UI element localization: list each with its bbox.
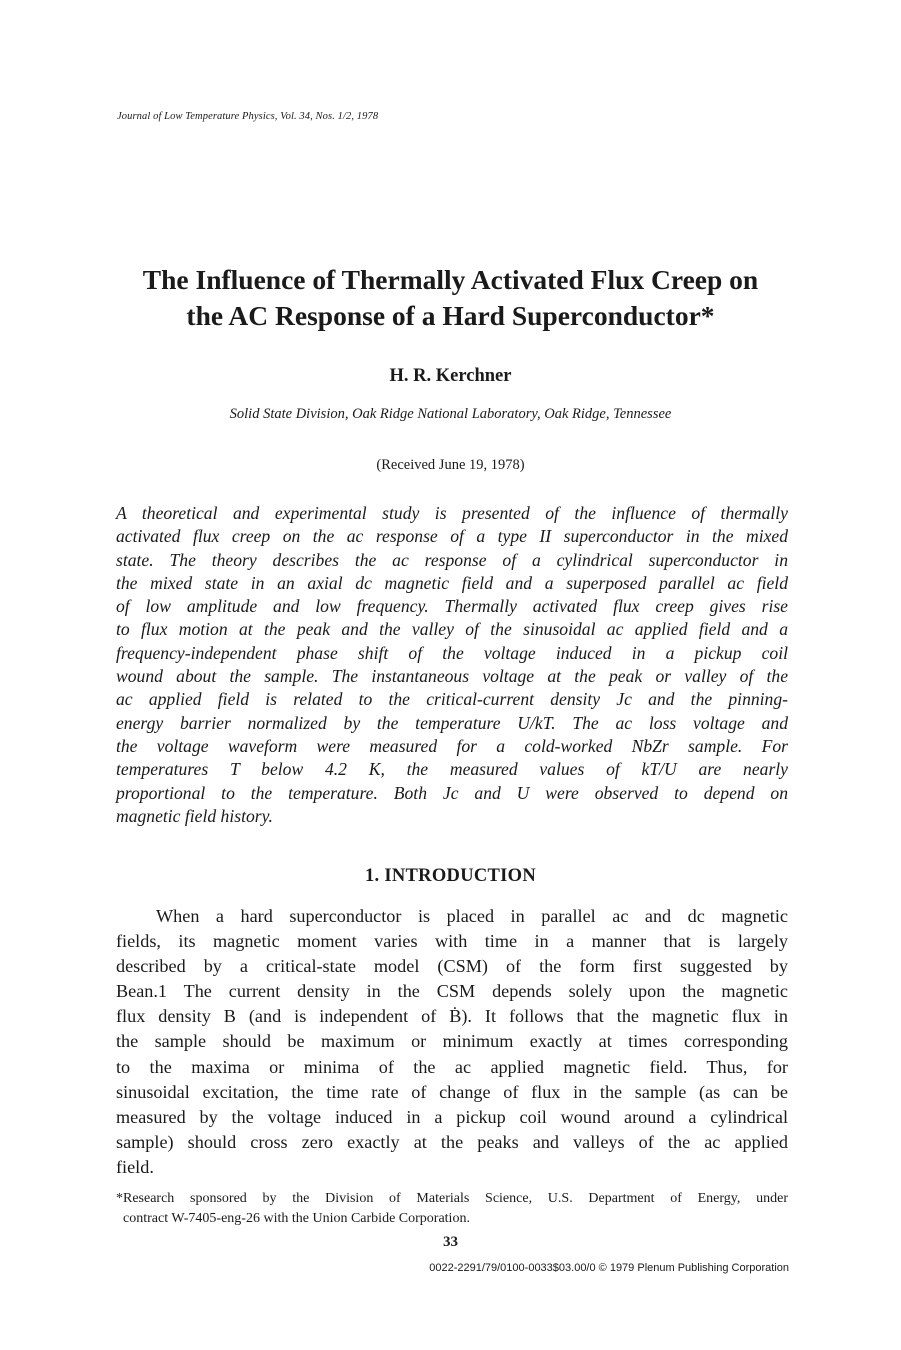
body-line: When a hard superconductor is placed in parallel ac and dc magnetic — [156, 906, 788, 926]
body-line: measured by the voltage induced in a pickup coil wound around a cylindrical — [116, 1106, 788, 1127]
abstract-line: activated flux creep on the ac response of a type II superconductor in the mixed — [116, 526, 788, 547]
footnote-line: contract W-7405-eng-26 with the Union Carbide Corporation. — [123, 1211, 470, 1226]
footnote-line: *Research sponsored by the Division of Materials Science, U.S. Department of Energy, under — [116, 1191, 788, 1206]
abstract-line: wound about the sample. The instantaneous voltage at the peak or valley of the — [116, 666, 788, 687]
page-number: 33 — [443, 1234, 458, 1250]
footnote — [116, 1189, 788, 1229]
abstract-line: ac applied field is related to the critical-current density Jc and the pinning- — [116, 689, 788, 710]
journal-citation: Journal of Low Temperature Physics, Vol. 34, Nos. 1/2, 1978 — [117, 111, 379, 122]
abstract-line: frequency-independent phase shift of the voltage induced in a pickup coil — [116, 642, 788, 663]
abstract-line: energy barrier normalized by the temperature U/kT. The ac loss voltage and — [116, 712, 788, 733]
body-line: field. — [116, 1156, 154, 1177]
abstract-line: to flux motion at the peak and the valley of the sinusoidal ac applied field and a — [116, 619, 788, 640]
abstract-line: the mixed state in an axial dc magnetic field and a superposed parallel ac field — [116, 572, 788, 593]
abstract-line: of low amplitude and low frequency. Thermally activated flux creep gives rise — [116, 596, 788, 617]
introduction-body — [116, 904, 788, 1180]
copyright-line: 0022-2291/79/0100-0033$03.00/0 © 1979 Plenum Publishing Corporation — [429, 1262, 789, 1274]
abstract-line: magnetic field history. — [116, 805, 273, 826]
section-heading: 1. INTRODUCTION — [364, 866, 537, 886]
author-affiliation: Solid State Division, Oak Ridge National Laboratory, Oak Ridge, Tennessee — [229, 406, 672, 422]
body-line: sample) should cross zero exactly at the peaks and valleys of the ac applied — [116, 1131, 788, 1152]
abstract — [116, 502, 788, 828]
body-line: flux density B (and is independent of Ḃ). It follows that the magnetic flux in — [116, 1006, 788, 1027]
body-line: the sample should be maximum or minimum exactly at times corresponding — [116, 1031, 788, 1052]
abstract-line: state. The theory describes the ac response of a cylindrical superconductor in — [116, 549, 788, 570]
paper-title — [100, 262, 801, 334]
body-line: sinusoidal excitation, the time rate of change of flux in the sample (as can be — [116, 1081, 788, 1102]
body-line: described by a critical-state model (CSM) of the form first suggested by — [116, 956, 788, 977]
body-line: fields, its magnetic moment varies with time in a manner that is largely — [116, 931, 788, 952]
abstract-line: A theoretical and experimental study is presented of the influence of thermally — [116, 503, 788, 523]
received-date: (Received June 19, 1978) — [376, 457, 525, 473]
body-line: Bean.1 The current density in the CSM depends solely upon the magnetic — [116, 981, 788, 1002]
title-line: The Influence of Thermally Activated Flux Creep on — [142, 264, 759, 295]
title-line: the AC Response of a Hard Superconductor* — [186, 300, 715, 331]
abstract-line: temperatures T below 4.2 K, the measured values of kT/U are nearly — [116, 759, 788, 780]
abstract-line: proportional to the temperature. Both Jc and U were observed to depend on — [116, 782, 788, 803]
abstract-line: the voltage waveform were measured for a cold-worked NbZr sample. For — [116, 735, 788, 756]
author-name: H. R. Kerchner — [389, 366, 512, 386]
body-line: to the maxima or minima of the ac applied magnetic field. Thus, for — [116, 1056, 788, 1077]
